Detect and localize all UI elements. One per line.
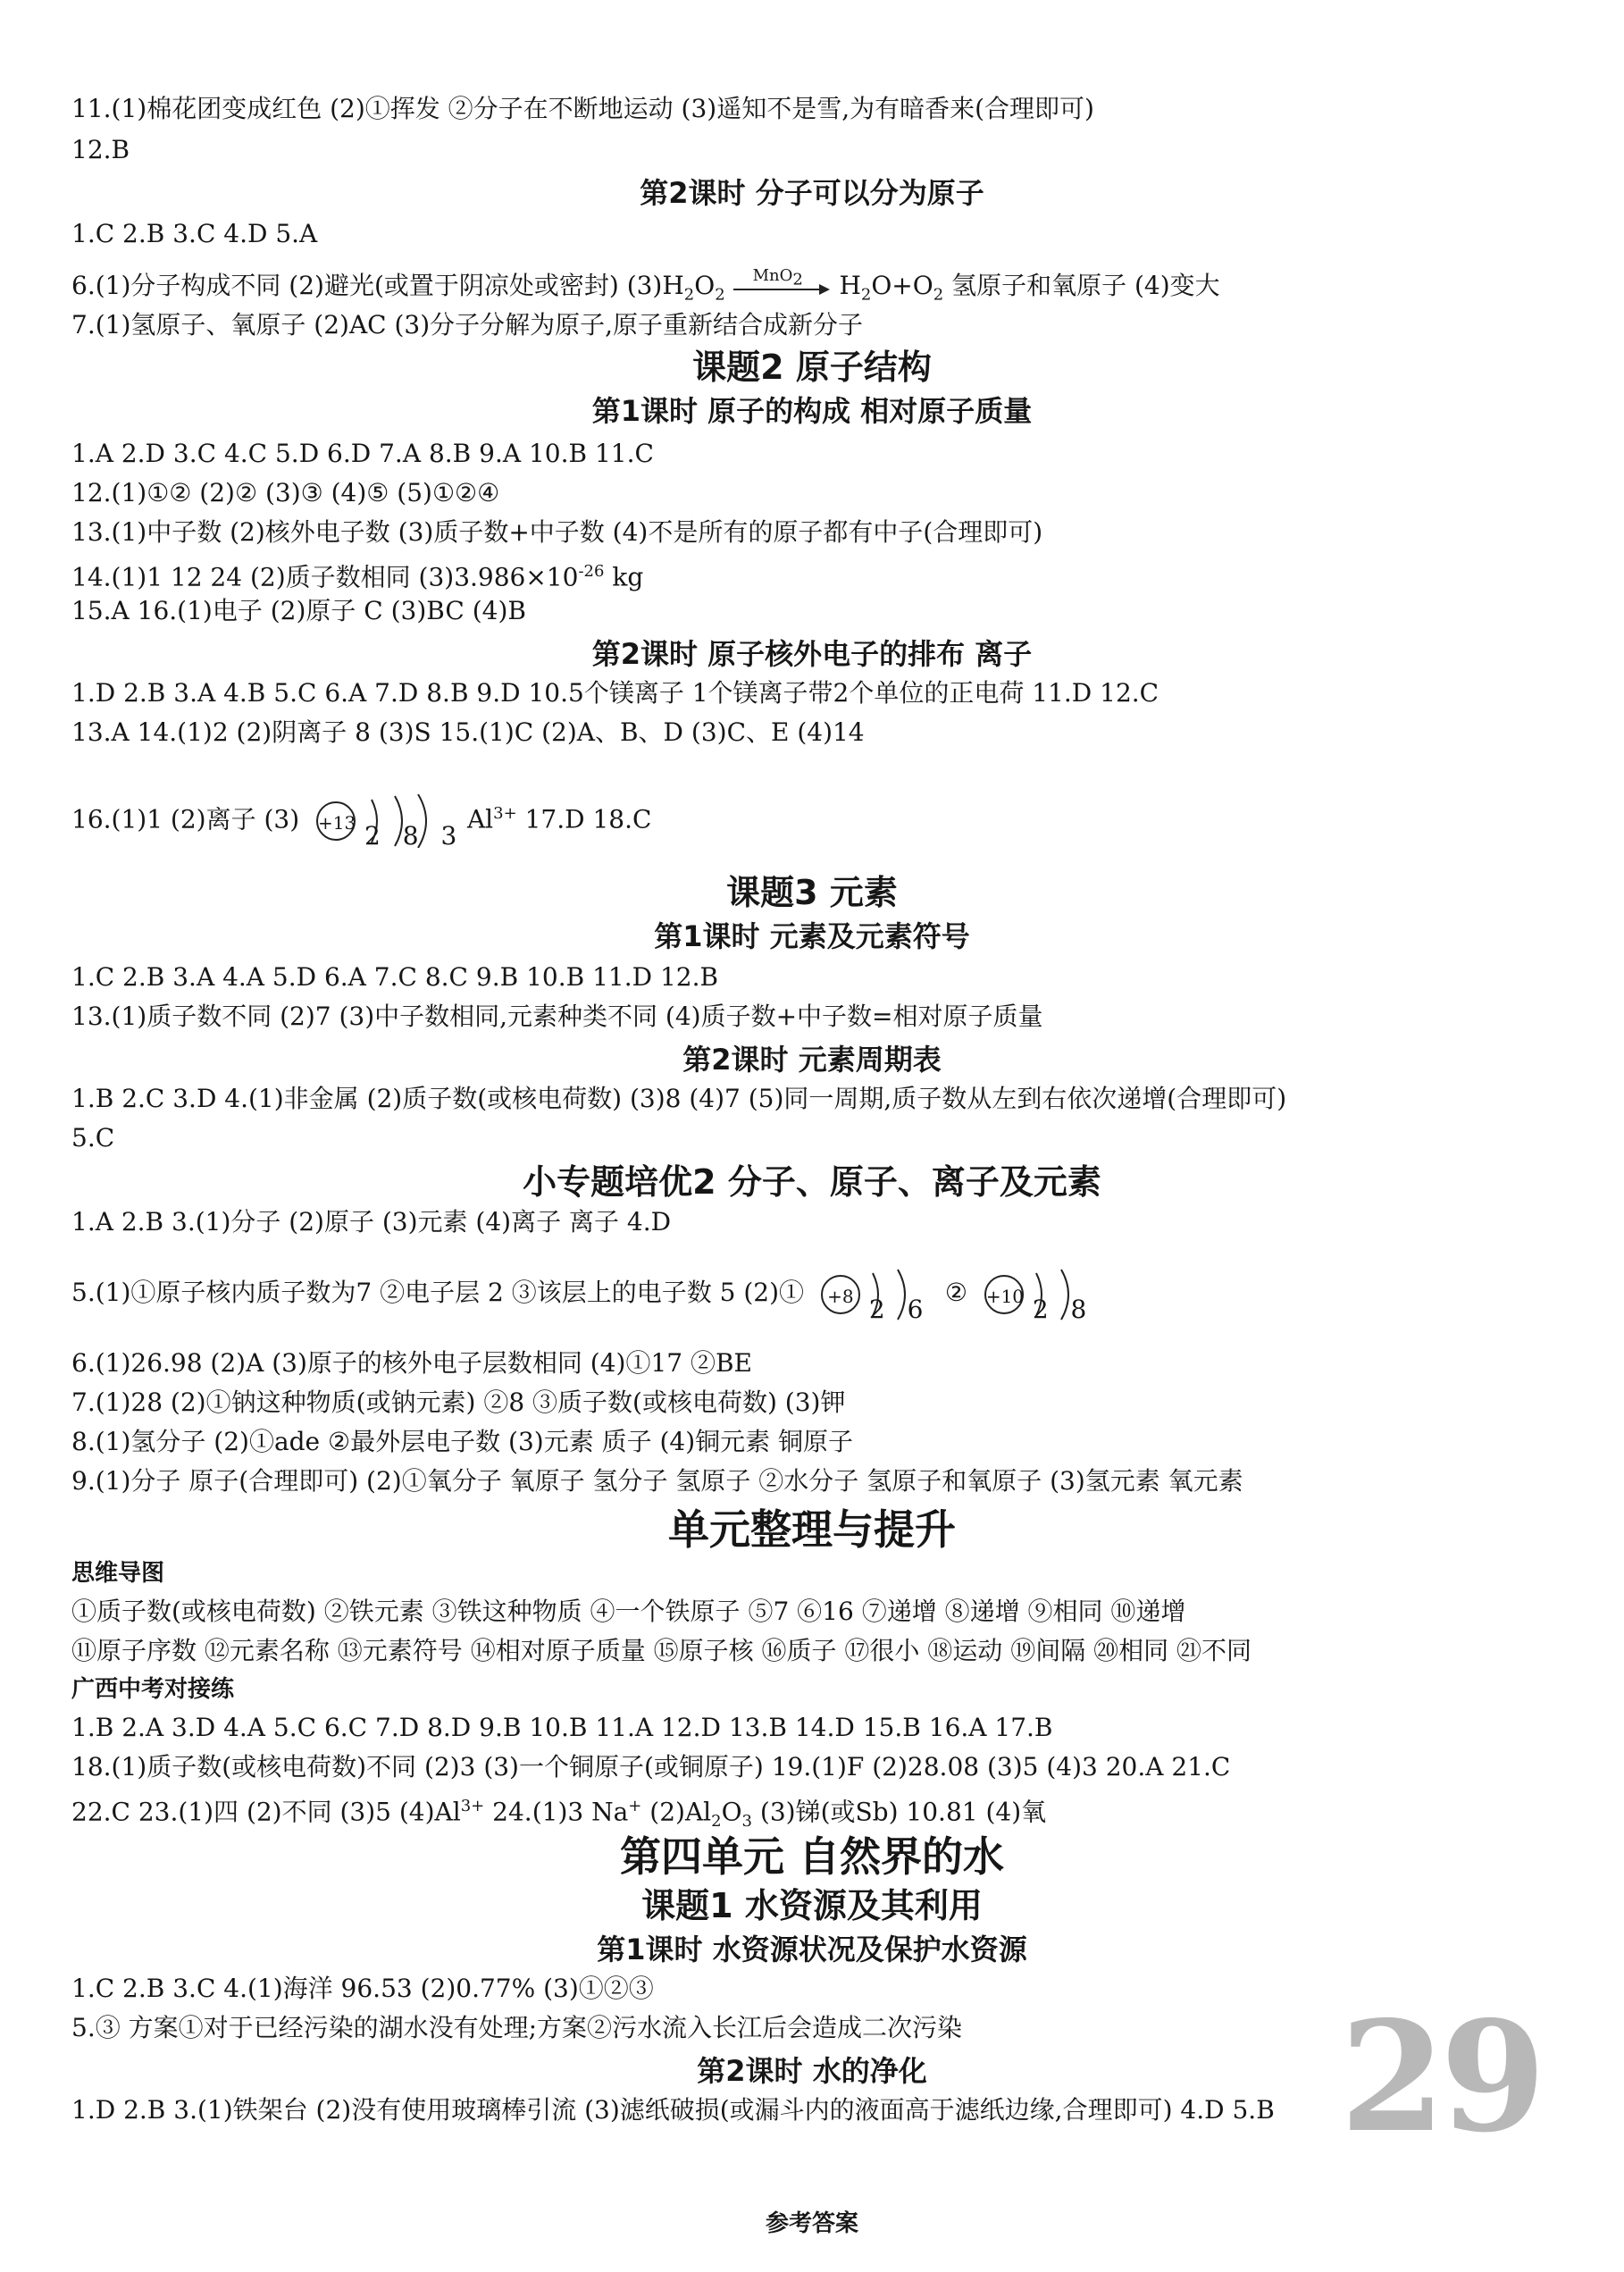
- answer-line: 6.(1)26.98 (2)A (3)原子的核外电子层数相同 (4)①17 ②BE: [71, 1348, 752, 1378]
- answer-line: 1.D 2.B 3.(1)铁架台 (2)没有使用玻璃棒引流 (3)滤纸破损(或漏斗内的液面高于滤纸边缘,合理即可) 4.D 5.B: [71, 2095, 1275, 2125]
- atom-structure-diagram: [316, 794, 465, 851]
- answer-text: 24.(1)3 Na: [484, 1797, 629, 1827]
- answer-text: 14.(1)1 12 24 (2)质子数相同 (3)3.986×10: [71, 562, 579, 592]
- answer-line: 12.B: [71, 135, 130, 164]
- lesson-heading: 第2课时 元素周期表: [682, 1043, 942, 1077]
- answer-line: [71, 1790, 1499, 1838]
- lesson-heading: 第2课时 原子核外电子的排布 离子: [591, 637, 1033, 671]
- answer-text: O: [694, 271, 716, 300]
- reaction-arrow: [733, 265, 832, 303]
- topic-heading: 课题3 元素: [726, 873, 898, 912]
- topic-heading: 小专题培优2 分子、原子、离子及元素: [523, 1162, 1101, 1202]
- superscript: +: [628, 1797, 642, 1815]
- answer-text: 16.(1)1 (2)离子 (3): [71, 804, 300, 834]
- answer-line: 5.③ 方案①对于已经污染的湖水没有处理;方案②污水流入长江后会造成二次污染: [71, 2013, 963, 2042]
- subsection-label: 思维导图: [71, 1560, 165, 1587]
- superscript: 3+: [493, 804, 517, 823]
- subscript: 2: [933, 285, 944, 305]
- answer-line: 1.C 2.B 3.C 4.D 5.A: [71, 219, 318, 248]
- section-heading: 单元整理与提升: [668, 1505, 956, 1554]
- answer-line: ⑪原子序数 ⑫元素名称 ⑬元素符号 ⑭相对原子质量 ⑮原子核 ⑯质子 ⑰很小 ⑱运动 ⑲间隔 ⑳相同 ㉑不同: [71, 1636, 1252, 1665]
- answer-line-atom: [71, 1262, 1499, 1324]
- subscript: 2: [683, 285, 695, 305]
- answer-text: Al: [466, 804, 494, 834]
- answer-text: O: [721, 1797, 742, 1827]
- subscript: 2: [711, 1811, 722, 1831]
- subscript: 3: [741, 1811, 752, 1831]
- nucleus-circle: +8: [821, 1275, 860, 1314]
- answer-text: 22.C 23.(1)四 (2)不同 (3)5 (4)Al: [71, 1797, 461, 1827]
- lesson-heading: 第2课时 分子可以分为原子: [640, 176, 984, 210]
- subscript: 2: [860, 285, 872, 305]
- superscript: 3+: [460, 1797, 485, 1815]
- arrow-icon: [733, 289, 823, 290]
- answer-text: kg: [604, 562, 644, 592]
- answer-line: 7.(1)氢原子、氧原子 (2)AC (3)分子分解为原子,原子重新结合成新分子: [71, 310, 864, 340]
- answer-line: 1.D 2.B 3.A 4.B 5.C 6.A 7.D 8.B 9.D 10.5个镁离子 1个镁离子带2个单位的正电荷 11.D 12.C: [71, 678, 1159, 708]
- topic-heading: 课题2 原子结构: [692, 348, 932, 387]
- answer-line: 1.C 2.B 3.C 4.(1)海洋 96.53 (2)0.77% (3)①②③: [71, 1974, 654, 2003]
- answer-text: (2)Al: [641, 1797, 712, 1827]
- answer-line: 13.A 14.(1)2 (2)阴离子 8 (3)S 15.(1)C (2)A、B、D (3)C、E (4)14: [71, 717, 865, 747]
- answer-text: H: [839, 271, 861, 300]
- lesson-heading: 第1课时 元素及元素符号: [654, 919, 970, 953]
- answer-text: ②: [944, 1278, 967, 1307]
- shell-electrons: 2 8 3: [364, 820, 465, 851]
- answer-line: 7.(1)28 (2)①钠这种物质(或钠元素) ②8 ③质子数(或核电荷数) (3)钾: [71, 1388, 846, 1417]
- answer-text: 17.D 18.C: [516, 804, 652, 834]
- unit-heading: 第四单元 自然界的水: [619, 1832, 1004, 1881]
- answer-text: 6.(1)分子构成不同 (2)避光(或置于阴凉处或密封) (3)H: [71, 271, 684, 300]
- answer-line: 11.(1)棉花团变成红色 (2)①挥发 ②分子在不断地运动 (3)遥知不是雪,为有暗香来(合理即可): [71, 94, 1094, 123]
- answer-line: 8.(1)氢分子 (2)①ade ②最外层电子数 (3)元素 质子 (4)铜元素 铜原子: [71, 1427, 854, 1456]
- answer-line: 13.(1)质子数不同 (2)7 (3)中子数相同,元素种类不同 (4)质子数+中子数=相对原子质量: [71, 1002, 1043, 1031]
- subscript: 2: [715, 285, 725, 305]
- topic-heading: 课题1 水资源及其利用: [641, 1886, 983, 1925]
- answer-line: 15.A 16.(1)电子 (2)原子 C (3)BC (4)B: [71, 596, 526, 625]
- atom-structure-diagram: [984, 1268, 1094, 1324]
- answer-line-atom: [71, 783, 1499, 851]
- shell-electrons: 2 6: [868, 1294, 931, 1324]
- answer-line: 12.(1)①② (2)② (3)③ (4)⑤ (5)①②④: [71, 478, 500, 507]
- answer-line: ①质子数(或核电荷数) ②铁元素 ③铁这种物质 ④一个铁原子 ⑤7 ⑥16 ⑦递增 ⑧递增 ⑨相同 ⑩递增: [71, 1597, 1186, 1626]
- shell-electrons: 2 8: [1032, 1294, 1094, 1324]
- superscript: -26: [578, 562, 605, 581]
- page-number: 29: [1340, 1988, 1541, 2167]
- answer-line: [71, 556, 1499, 593]
- answer-line: 18.(1)质子数(或核电荷数)不同 (2)3 (3)一个铜原子(或铜原子) 19.(1)F (2)28.08 (3)5 (4)3 20.A 21.C: [71, 1752, 1231, 1782]
- answer-line: 1.B 2.C 3.D 4.(1)非金属 (2)质子数(或核电荷数) (3)8 (4)7 (5)同一周期,质子数从左到右依次递增(合理即可): [71, 1084, 1287, 1113]
- lesson-heading: 第2课时 水的净化: [697, 2054, 927, 2088]
- atom-structure-diagram: [821, 1268, 931, 1324]
- answer-line: 1.B 2.A 3.D 4.A 5.C 6.C 7.D 8.D 9.B 10.B 11.A 12.D 13.B 14.D 15.B 16.A 17.B: [71, 1713, 1053, 1742]
- lesson-heading: 第1课时 水资源状况及保护水资源: [597, 1932, 1027, 1966]
- answer-line: 1.C 2.B 3.A 4.A 5.D 6.A 7.C 8.C 9.B 10.B 11.D 12.B: [71, 962, 719, 992]
- nucleus-circle: +10: [984, 1275, 1024, 1314]
- answer-text: (3)锑(或Sb) 10.81 (4)氧: [752, 1797, 1047, 1827]
- answer-text: O+O: [871, 271, 933, 300]
- nucleus-circle: +13: [316, 801, 356, 841]
- answer-text: 5.(1)①原子核内质子数为7 ②电子层 2 ③该层上的电子数 5 (2)①: [71, 1278, 804, 1307]
- subscript: 2: [792, 270, 803, 289]
- answer-line: 1.A 2.D 3.C 4.C 5.D 6.D 7.A 8.B 9.A 10.B 11.C: [71, 439, 654, 468]
- answer-line: 1.A 2.B 3.(1)分子 (2)原子 (3)元素 (4)离子 离子 4.D: [71, 1207, 672, 1237]
- page-footer: 参考答案: [765, 2210, 858, 2237]
- catalyst-label: MnO: [752, 265, 793, 285]
- subsection-label: 广西中考对接练: [71, 1676, 235, 1703]
- answer-line: 5.C: [71, 1123, 115, 1153]
- answer-text: 氢原子和氧原子 (4)变大: [943, 271, 1220, 300]
- answer-line: 13.(1)中子数 (2)核外电子数 (3)质子数+中子数 (4)不是所有的原子都有中子(合理即可): [71, 517, 1043, 547]
- lesson-heading: 第1课时 原子的构成 相对原子质量: [591, 394, 1033, 428]
- answer-line-equation: [71, 265, 1499, 312]
- answer-line: 9.(1)分子 原子(合理即可) (2)①氧分子 氧原子 氢分子 氢原子 ②水分子 氢原子和氧原子 (3)氢元素 氧元素: [71, 1466, 1243, 1496]
